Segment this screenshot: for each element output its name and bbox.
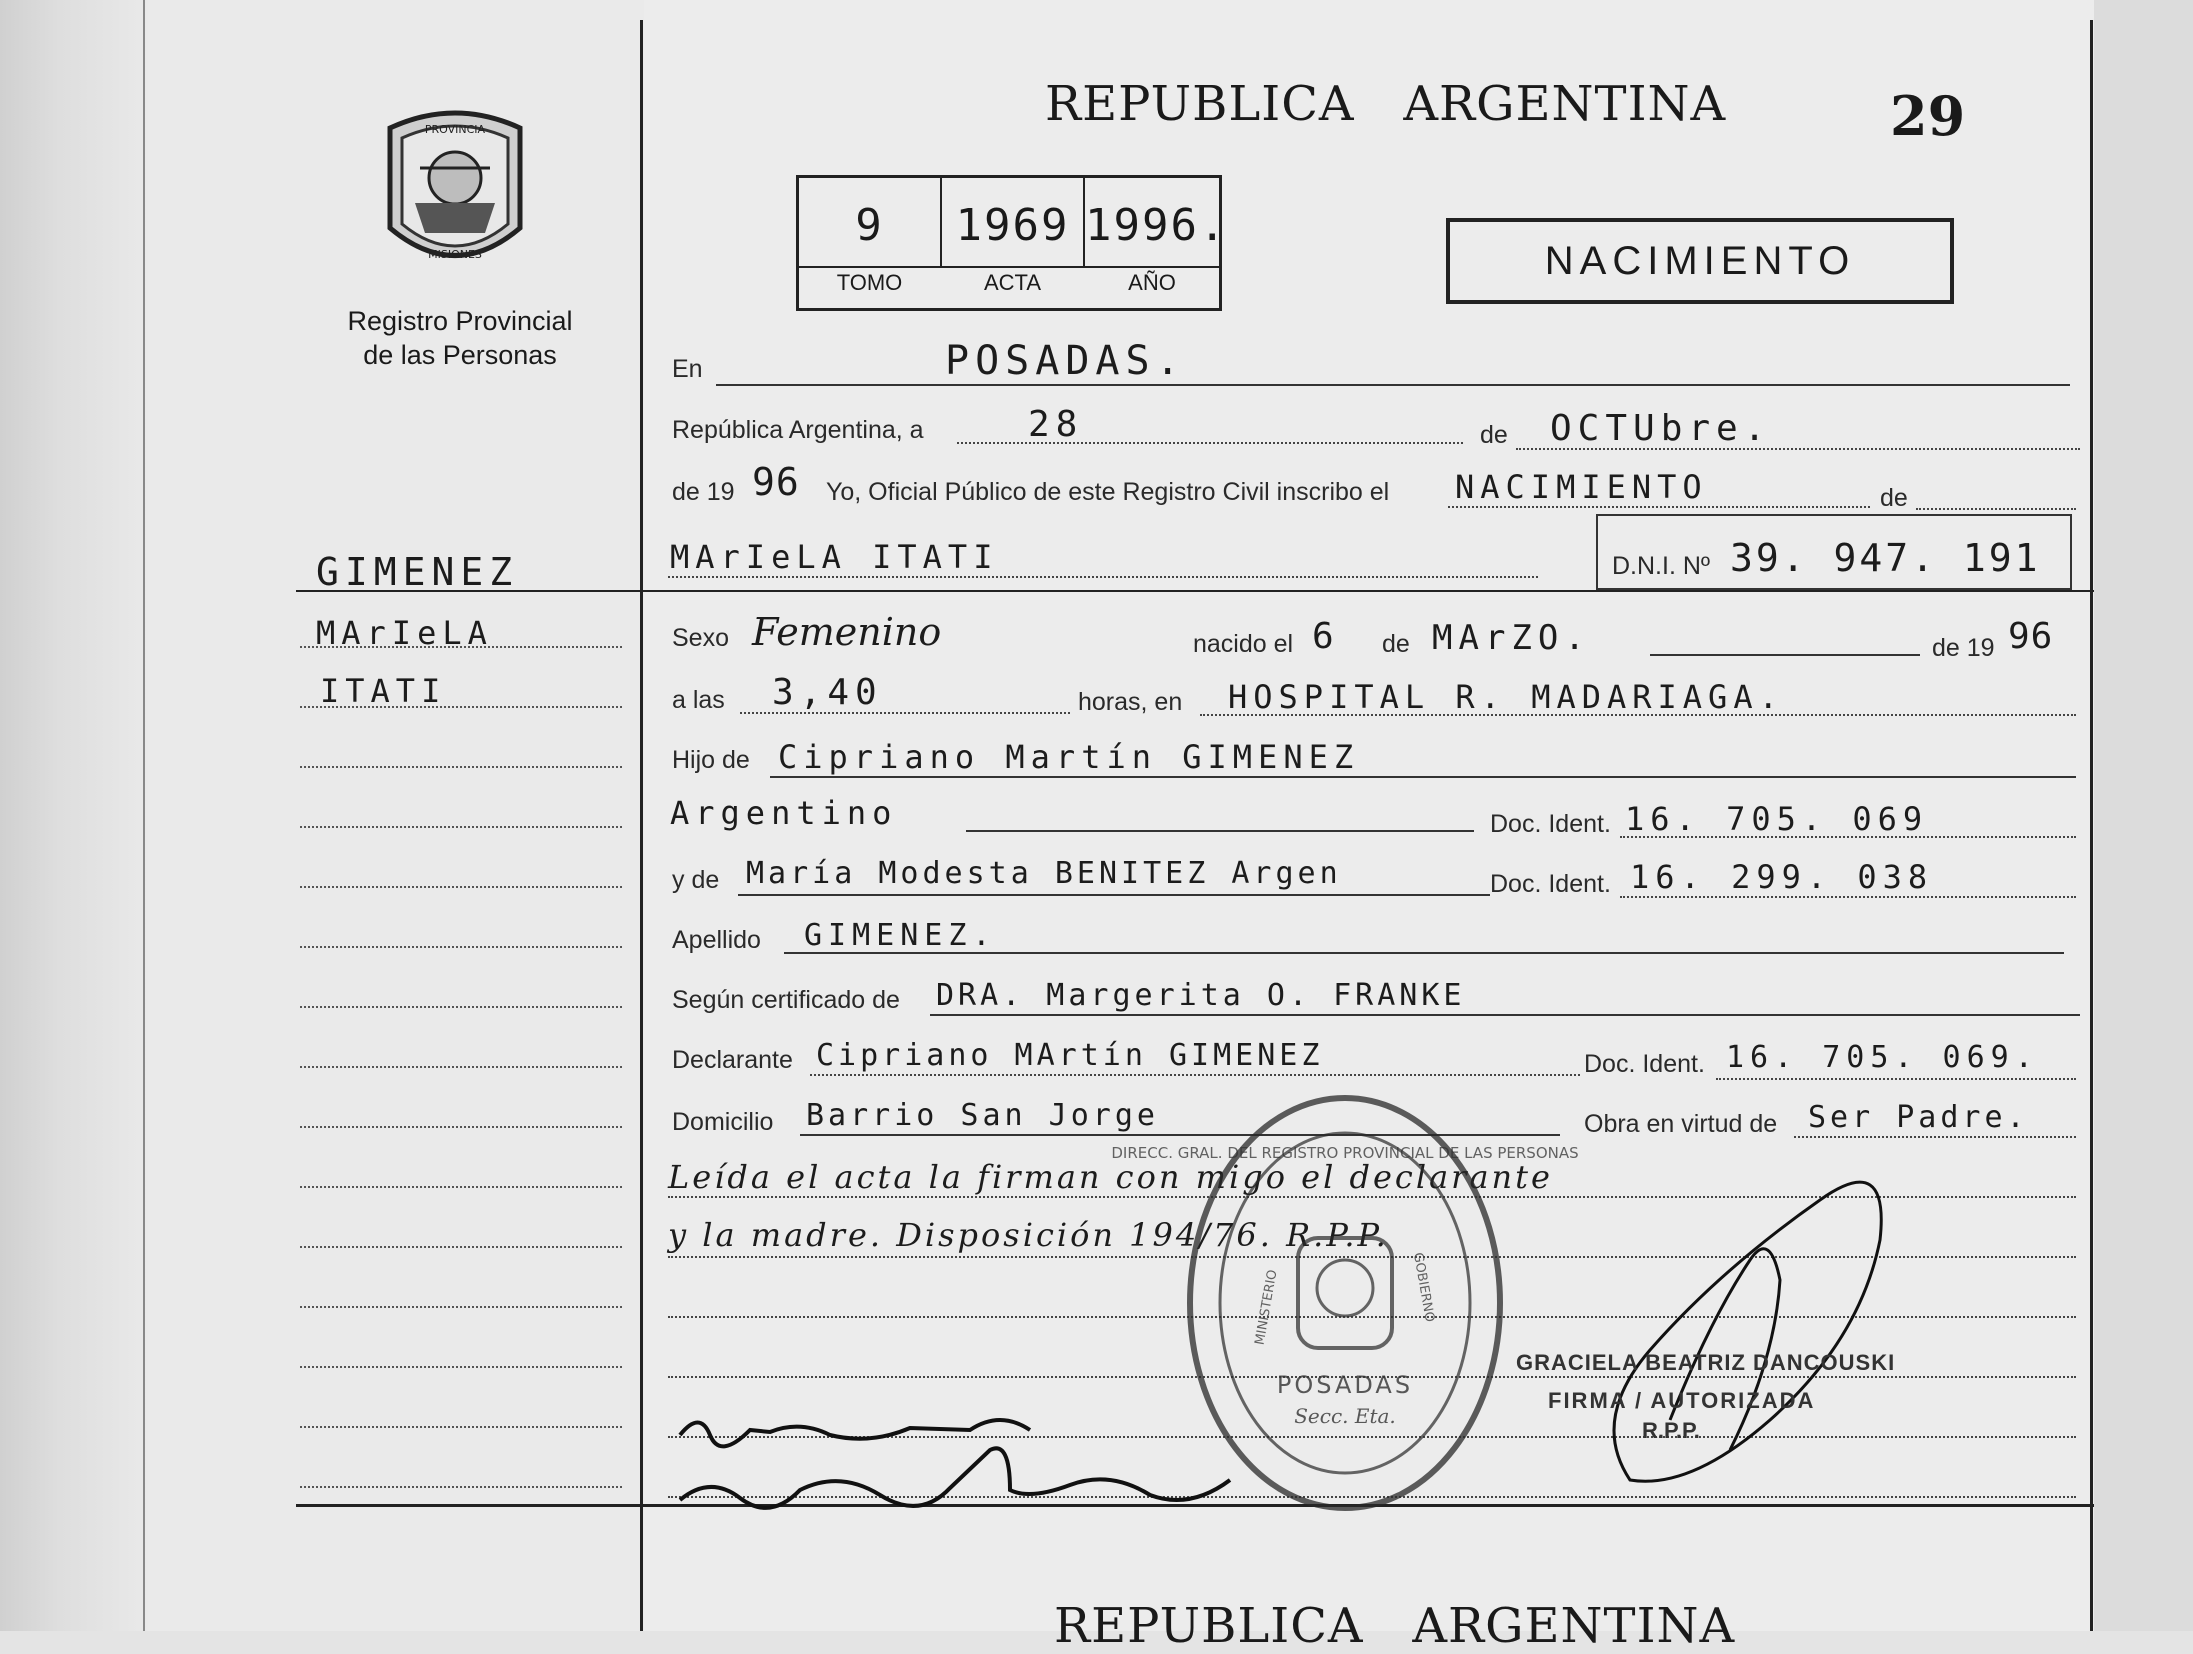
gutter-fold [143,0,145,1631]
record-table [796,175,1228,311]
registry-stamp [1111,1088,1579,1518]
record-table-divider [799,266,1219,268]
year-prefix: de 19 [672,478,735,506]
margin-line [300,1366,622,1368]
anio-label: AÑO [1128,270,1176,295]
margin-line [300,886,622,888]
oficial-text: Yo, Oficial Público de este Registro Civil inscribo el [826,478,1390,506]
de2-line [1916,508,2076,510]
province-seal-icon [380,108,530,278]
inscribe-value: NACIMIENTO [1455,468,1708,506]
declarante-doc-value: 16. 705. 069. [1726,1040,2039,1075]
republica-label: República Argentina, a [672,416,924,444]
lugar-value: HOSPITAL R. MADARIAGA. [1228,678,1784,716]
year-value: 96 [752,460,800,504]
seal-top-text: PROVINCIA [424,123,486,136]
madre-value: María Modesta BENITEZ Argen [746,856,1342,891]
margin-first-name: MArIeLA [316,614,493,652]
birth-year-prefix: de 19 [1932,634,1995,662]
tomo-label: TOMO [836,270,903,295]
apellido-label: Apellido [672,926,761,954]
inscribe-line [1448,506,1870,508]
domicilio-value: Barrio San Jorge [806,1098,1159,1133]
month-value: OCTUbre. [1550,408,1772,449]
anio-value: 1996. [1085,200,1228,251]
registry-name [310,304,610,372]
registry-name-line1: Registro Provincial [347,306,573,336]
registry-name-line2: de las Personas [363,340,557,370]
padre-doc-value: 16. 705. 069 [1625,800,1929,838]
padre-line [770,776,2076,778]
sexo-value: Femenino [752,610,942,654]
declarante-value: Cipriano MArtín GIMENEZ [816,1038,1324,1073]
nacido-label: nacido el [1193,630,1294,658]
certificado-line [930,1014,2080,1016]
dni-label: D.N.I. Nº [1612,552,1711,580]
margin-line [300,1186,622,1188]
tomo-value: 9 [855,200,884,251]
margin-line [300,1246,622,1248]
padre-value: Cipriano Martín GIMENEZ [778,738,1360,776]
authorizer-name: GRACIELA BEATRIZ DANCOUSKI [1516,1350,1896,1375]
en-line [716,384,2070,386]
madre-doc-line [1620,896,2076,898]
stamp-ring-text: DIRECC. GRAL. DEL REGISTRO PROVINCIAL DE LAS PERSONAS [1111,1144,1579,1162]
page-right-border [2090,20,2093,1631]
obra-value: Ser Padre. [1808,1100,2029,1135]
birth-year-value: 96 [2008,616,2054,657]
child-name-value: MArIeLA ITATI [670,538,999,576]
madre-doc-value: 16. 299. 038 [1630,858,1934,896]
horas-en-label: horas, en [1078,688,1183,716]
hora-value: 3,40 [772,672,883,713]
observaciones-line1: Leída el acta la firman con migo el declarante [668,1158,1553,1196]
en-label: En [672,355,703,383]
margin-surname: GIMENEZ [316,550,519,594]
seal-bottom-text: MISIONES [428,248,482,261]
nacionalidad-line [966,830,1474,832]
margin-second-name: ITATI [320,672,447,710]
margin-line [300,946,622,948]
dni-value: 39. 947. 191 [1730,536,2041,580]
tomo-cell [799,178,942,295]
authorizer-org: R.P.P. [1642,1418,1700,1443]
stamp-section-text: Secc. Eta. [1294,1404,1396,1428]
country-header: REPUBLICA ARGENTINA [1045,76,1727,132]
de2-label: de [1880,484,1908,512]
official-signature [1570,1120,1940,1520]
stamp-inner-text-1: MINISTERIO [1252,1268,1281,1347]
stamp-inner-text-2: GOBIERNO [1409,1251,1437,1324]
hijo-label: Hijo de [672,746,750,774]
record-type-box: NACIMIENTO [1446,218,1954,304]
margin-line [300,1306,622,1308]
nacido-de-label: de [1382,630,1410,658]
acta-value: 1969 [955,200,1070,251]
margin-line [300,766,622,768]
de-label: de [1480,421,1508,449]
apellido-value: GIMENEZ. [804,918,997,953]
next-record-header: REPUBLICA ARGENTINA [1054,1598,1736,1654]
margin-line [300,1066,622,1068]
page-number: 29 [1890,84,1966,148]
domicilio-label: Domicilio [672,1108,774,1136]
margin-line [300,1006,622,1008]
birth-month-line [1650,654,1920,656]
observaciones-line2: y la madre. Disposición 194/76. R.P.P. [668,1216,1389,1254]
madre-doc-label: Doc. Ident. [1490,870,1611,898]
sexo-label: Sexo [672,624,729,652]
book-gutter [0,0,148,1631]
birth-month-value: MArZO. [1432,618,1591,658]
declarante-doc-line [1716,1078,2076,1080]
margin-line [300,826,622,828]
acta-label: ACTA [983,270,1042,295]
madre-line [738,894,1490,896]
name-separator-line [296,590,2094,592]
yde-label: y de [672,866,720,894]
padre-doc-label: Doc. Ident. [1490,810,1611,838]
margin-line [300,1126,622,1128]
anio-cell [1085,178,1228,295]
declarante-label: Declarante [672,1046,793,1074]
padre-nacionalidad: Argentino [670,794,898,832]
certificado-label: Según certificado de [672,986,900,1014]
declarante-line [810,1074,1580,1076]
declarante-doc-label: Doc. Ident. [1584,1050,1705,1078]
divider-vertical [640,20,643,1631]
acta-cell [942,178,1085,295]
birth-day-value: 6 [1312,616,1340,657]
certificado-value: DRA. Margerita O. FRANKE [936,978,1466,1013]
hora-label: a las [672,686,725,714]
authorizer-title: FIRMA / AUTORIZADA [1548,1388,1816,1413]
margin-line [300,1426,622,1428]
page-edge [2094,0,2193,1631]
stamp-city-text: POSADAS [1276,1371,1414,1399]
day-value: 28 [1028,404,1084,445]
city-value: POSADAS. [945,338,1186,384]
obra-label: Obra en virtud de [1584,1110,1778,1138]
dni-box [1596,514,2072,590]
name-line [668,576,1538,578]
margin-line [300,1486,622,1488]
